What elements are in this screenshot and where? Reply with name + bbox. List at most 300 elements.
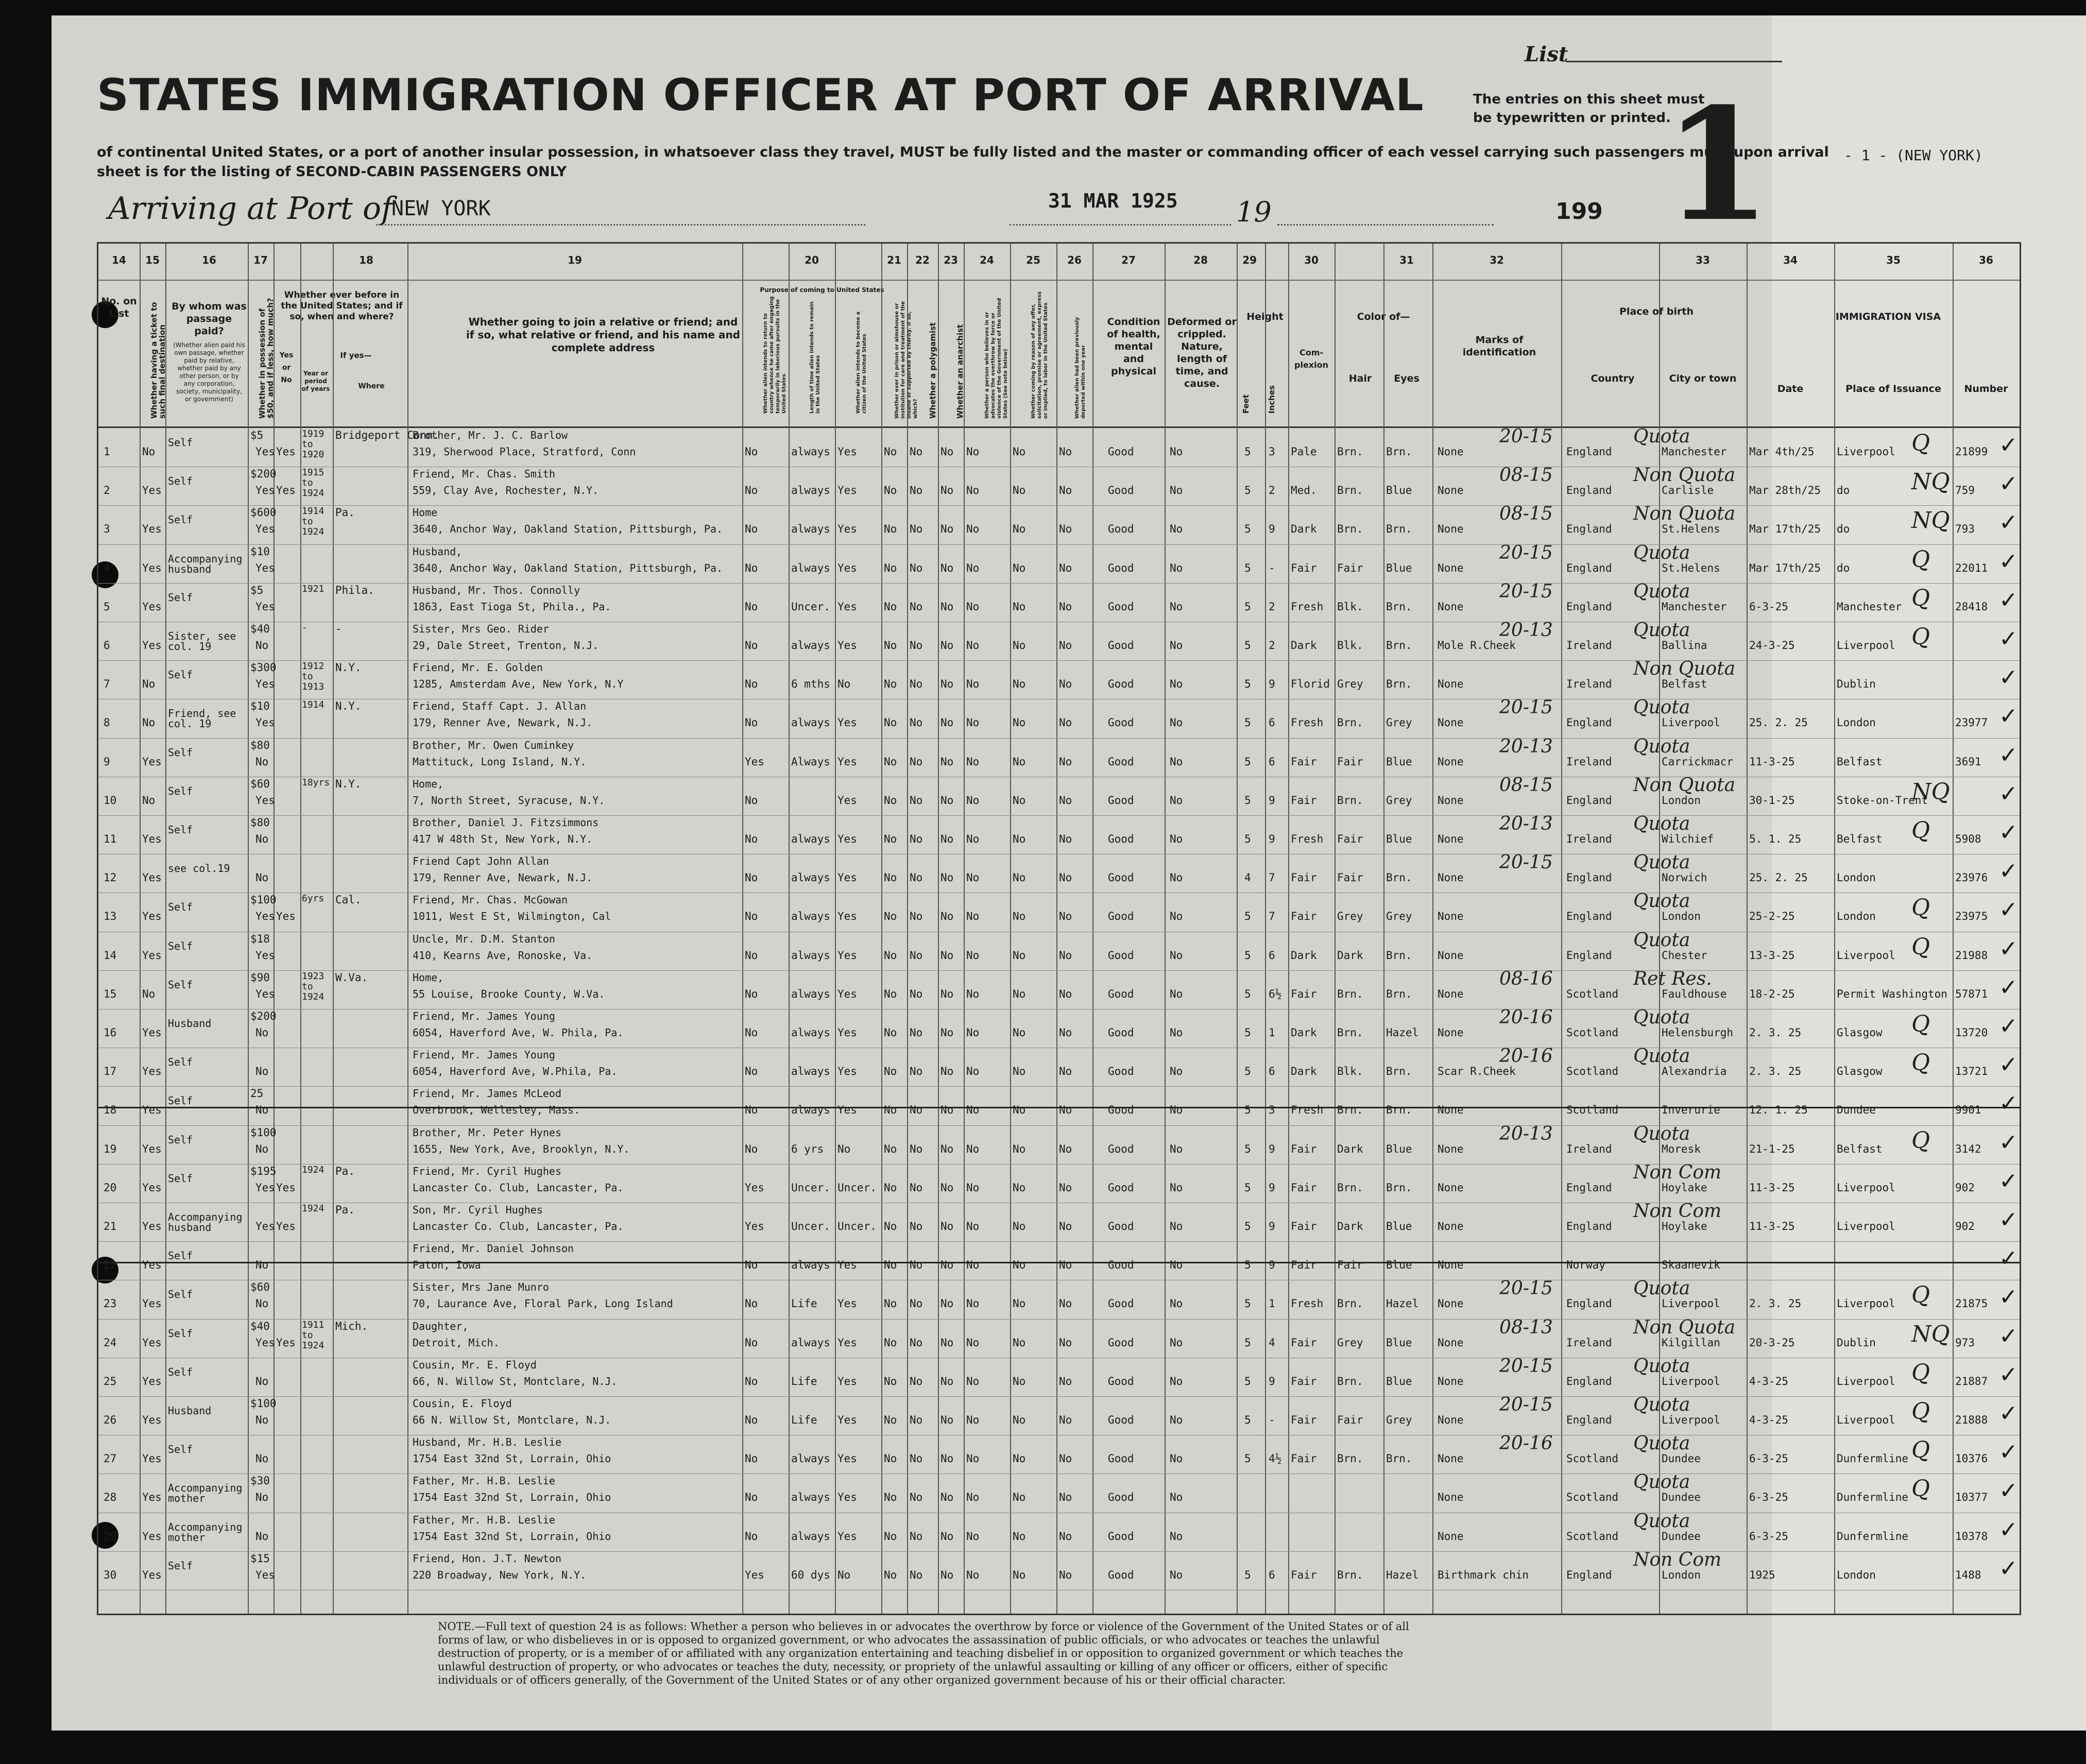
arriving-label: Arriving at Port of <box>108 191 393 227</box>
cell-money: $18 <box>250 932 270 945</box>
cell-join1: Friend, Mr. Cyril Hughes <box>413 1164 561 1177</box>
cell-paid: Self <box>168 1249 193 1262</box>
handwritten-visa: Q <box>1911 1050 1930 1076</box>
cell-yes2: Yes <box>276 1181 296 1194</box>
cell-ticket: Yes <box>142 755 162 768</box>
cell-comp: Dark <box>1291 1065 1317 1078</box>
cell-pol: No <box>910 1414 923 1426</box>
handwritten-birth: Quota <box>1633 890 1690 912</box>
cell-comp: Dark <box>1291 523 1317 536</box>
form-number: 199 <box>1555 198 1603 225</box>
cell-an: No <box>941 484 954 497</box>
column-number: 24 <box>980 254 994 266</box>
cell-dep: No <box>1059 716 1072 729</box>
column-number: 22 <box>915 254 930 266</box>
cell-cit: No <box>837 1568 851 1581</box>
cell-pr: No <box>884 1026 897 1039</box>
cell-cond: Good <box>1108 987 1134 1000</box>
cell-eyes: Brn. <box>1386 446 1412 458</box>
cell-marks: Scar R.Cheek <box>1438 1065 1516 1078</box>
cell-ft: 5 <box>1244 1414 1251 1426</box>
cell-marks: None <box>1438 716 1464 729</box>
cell-ret: No <box>745 523 758 536</box>
cell-vnum: 23977 <box>1955 716 1988 729</box>
cell-hair: Brn. <box>1337 794 1363 807</box>
cell-country: England <box>1566 600 1612 613</box>
cell-comp: Fair <box>1291 1336 1317 1349</box>
cell-cit: Yes <box>837 1414 857 1426</box>
table-row <box>98 428 2020 467</box>
cell-vdate: 18-2-25 <box>1749 987 1795 1000</box>
cell-pr: No <box>884 523 897 536</box>
cell-where: N.Y. <box>335 661 362 674</box>
cell-pol: No <box>910 446 923 458</box>
cell-cit: Uncer. <box>837 1220 877 1232</box>
cell-yes2: Yes <box>276 1220 296 1232</box>
cell-before: No <box>255 1142 269 1155</box>
cell-ret: Yes <box>745 755 764 768</box>
check-mark-icon: ✓ <box>1999 1129 2018 1156</box>
cell-comp: Fair <box>1291 1259 1317 1272</box>
cell-ov: No <box>966 949 980 962</box>
cell-an: No <box>941 1375 954 1388</box>
cell-no: 2 <box>104 484 110 497</box>
check-mark-icon: ✓ <box>1999 1245 2018 1272</box>
cell-marks: None <box>1438 1530 1464 1543</box>
cell-where: Cal. <box>335 894 362 906</box>
cell-marks: None <box>1438 1452 1464 1465</box>
cell-cond: Good <box>1108 1026 1134 1039</box>
column-number: 31 <box>1399 254 1414 266</box>
cell-join1: Home, <box>413 971 444 984</box>
cell-ov: No <box>966 523 980 536</box>
cell-def: No <box>1170 1065 1183 1078</box>
cell-no: 21 <box>104 1220 117 1232</box>
cell-comp: Med. <box>1291 484 1317 497</box>
check-mark-icon: ✓ <box>1999 1013 2018 1039</box>
check-mark-icon: ✓ <box>1999 1400 2018 1427</box>
cell-eyes: Hazel <box>1386 1568 1419 1581</box>
cell-ov: No <box>966 1142 980 1155</box>
cell-ft: 5 <box>1244 561 1251 574</box>
cell-marks: None <box>1438 987 1464 1000</box>
cell-where: N.Y. <box>335 700 362 713</box>
table-row <box>98 580 2020 622</box>
cell-money: $15 <box>250 1552 270 1565</box>
check-mark-icon: ✓ <box>1999 432 2018 458</box>
cell-cond: Good <box>1108 833 1134 845</box>
cell-ticket: Yes <box>142 561 162 574</box>
cell-pol: No <box>910 1142 923 1155</box>
cell-of: No <box>1013 1336 1026 1349</box>
cell-of: No <box>1013 1259 1026 1272</box>
cell-money: $5 <box>250 584 264 596</box>
cell-vplace: Permit Washington <box>1837 987 1947 1000</box>
handwritten-birth: Non Quota <box>1633 774 1736 796</box>
cell-ticket: No <box>142 678 156 691</box>
table-row <box>98 1086 2020 1125</box>
cell-hair: Blk. <box>1337 639 1363 652</box>
cell-in: 9 <box>1269 1375 1275 1388</box>
cell-len: always <box>791 987 830 1000</box>
cell-an: No <box>941 1104 954 1117</box>
cell-marks: None <box>1438 1297 1464 1310</box>
handwritten-marks: 20-13 <box>1499 735 1553 757</box>
cell-in: 4 <box>1269 1336 1275 1349</box>
cell-vdate: 25. 2. 25 <box>1749 716 1808 729</box>
cell-pol: No <box>910 484 923 497</box>
cell-ret: No <box>745 1375 758 1388</box>
handwritten-birth: Quota <box>1633 580 1690 602</box>
cell-city: Alexandria <box>1662 1065 1727 1078</box>
cell-dep: No <box>1059 949 1072 962</box>
cell-no: 4 <box>104 561 110 574</box>
cell-ticket: Yes <box>142 949 162 962</box>
cell-comp: Fair <box>1291 871 1317 884</box>
cell-join2: 29, Dale Street, Trenton, N.J. <box>413 639 599 652</box>
cell-ft: 5 <box>1244 1104 1251 1117</box>
cell-join2: 417 W 48th St, New York, N.Y. <box>413 833 593 845</box>
instruction-line-1: of continental United States, or a port of another insular possession, in whatsoever class they travel, MUST be fully listed and the master or commanding officer of each vessel carrying such passengers must upon arrival <box>97 144 1829 160</box>
cell-country: England <box>1566 1297 1612 1310</box>
cell-cond: Good <box>1108 910 1134 923</box>
cell-years: 1915 to 1924 <box>302 467 324 499</box>
cell-ft: 5 <box>1244 678 1251 691</box>
cell-comp: Fair <box>1291 755 1317 768</box>
cell-country: Scotland <box>1566 1065 1619 1078</box>
header-where: Where <box>358 382 385 390</box>
cell-vplace: Liverpool <box>1837 1181 1895 1194</box>
cell-vdate: 11-3-25 <box>1749 1220 1795 1232</box>
column-number: 26 <box>1067 254 1082 266</box>
cell-an: No <box>941 716 954 729</box>
cell-comp: Dark <box>1291 949 1317 962</box>
cell-cit: Yes <box>837 871 857 884</box>
cell-where: Pa. <box>335 1164 355 1177</box>
header-place-of-birth: Place of birth <box>1619 306 1694 317</box>
handwritten-marks: 20-13 <box>1499 1123 1553 1144</box>
cell-money: $300 <box>250 661 277 674</box>
cell-pr: No <box>884 1568 897 1581</box>
handwritten-marks: 20-16 <box>1499 1433 1553 1454</box>
header-complexion: Com- plexion <box>1294 348 1328 370</box>
cell-cit: Yes <box>837 1336 857 1349</box>
cell-join2: 6054, Haverford Ave, W. Phila, Pa. <box>413 1026 624 1039</box>
cell-ft: 4 <box>1244 871 1251 884</box>
cell-hair: Grey <box>1337 910 1363 923</box>
cell-ov: No <box>966 484 980 497</box>
cell-an: No <box>941 1259 954 1272</box>
cell-dep: No <box>1059 1452 1072 1465</box>
cell-before: No <box>255 1259 269 1272</box>
cell-join2: 66, N. Willow St, Montclare, N.J. <box>413 1375 618 1388</box>
cell-country: Scotland <box>1566 1104 1619 1117</box>
cell-in: 9 <box>1269 833 1275 845</box>
cell-no: 20 <box>104 1181 117 1194</box>
cell-eyes: Brn. <box>1386 871 1412 884</box>
date-stamp: 31 MAR 1925 <box>1048 190 1178 212</box>
table-row <box>98 1435 2020 1474</box>
cell-ticket: Yes <box>142 1181 162 1194</box>
cell-len: always <box>791 1452 830 1465</box>
cell-vnum: 1488 <box>1955 1568 1981 1581</box>
cell-vnum: 10377 <box>1955 1491 1988 1504</box>
cell-country: England <box>1566 949 1612 962</box>
cell-no: 18 <box>104 1104 117 1117</box>
cell-vnum: 902 <box>1955 1220 1975 1232</box>
cell-pol: No <box>910 1568 923 1581</box>
cell-cit: Yes <box>837 600 857 613</box>
cell-an: No <box>941 639 954 652</box>
handwritten-visa: Q <box>1911 546 1930 573</box>
cell-pol: No <box>910 910 923 923</box>
cell-pol: No <box>910 1026 923 1039</box>
cell-ov: No <box>966 678 980 691</box>
header-feet: Feet <box>1241 394 1251 414</box>
cell-hair: Blk. <box>1337 600 1363 613</box>
cell-hair: Dark <box>1337 949 1363 962</box>
cell-cond: Good <box>1108 1336 1134 1349</box>
cell-vplace: London <box>1837 871 1876 884</box>
cell-an: No <box>941 1181 954 1194</box>
cell-join2: 179, Renner Ave, Newark, N.J. <box>413 871 593 884</box>
cell-pol: No <box>910 1375 923 1388</box>
cell-before: Yes <box>255 446 275 458</box>
cell-cit: Yes <box>837 446 857 458</box>
cell-ret: No <box>745 1297 758 1310</box>
cell-hair: Brn. <box>1337 1104 1363 1117</box>
cell-eyes: Blue <box>1386 1142 1412 1155</box>
cell-comp: Fresh <box>1291 1104 1324 1117</box>
cell-before: No <box>255 1065 269 1078</box>
cell-ret: No <box>745 639 758 652</box>
cell-comp: Fair <box>1291 1181 1317 1194</box>
cell-join1: Husband, <box>413 545 463 558</box>
header-rule <box>98 280 2020 281</box>
cell-pr: No <box>884 1452 897 1465</box>
cell-years: 1912 to 1913 <box>302 661 324 693</box>
cell-before: No <box>255 833 269 845</box>
cell-join2: Paton, Iowa <box>413 1259 481 1272</box>
cell-ret: No <box>745 561 758 574</box>
cell-vdate: 1925 <box>1749 1568 1775 1581</box>
check-mark-icon: ✓ <box>1999 780 2018 807</box>
handwritten-marks: 08-15 <box>1499 465 1553 486</box>
cell-pr: No <box>884 1181 897 1194</box>
cell-city: Dundee <box>1662 1530 1701 1543</box>
cell-ft: 5 <box>1244 910 1251 923</box>
cell-cond: Good <box>1108 871 1134 884</box>
cell-cit: Yes <box>837 1297 857 1310</box>
cell-pol: No <box>910 1452 923 1465</box>
cell-vplace: Dunfermline <box>1837 1452 1909 1465</box>
check-mark-icon: ✓ <box>1999 1361 2018 1388</box>
cell-len: always <box>791 1336 830 1349</box>
cell-eyes: Brn. <box>1386 639 1412 652</box>
table-row <box>98 1048 2020 1086</box>
cell-where: N.Y. <box>335 777 362 790</box>
cell-join2: 410, Kearns Ave, Ronoske, Va. <box>413 949 593 962</box>
port-name: NEW YORK <box>391 197 491 220</box>
cell-country: England <box>1566 561 1612 574</box>
cell-join1: Sister, Mrs Geo. Rider <box>413 623 549 635</box>
cell-marks: None <box>1438 1259 1464 1272</box>
cell-country: Ireland <box>1566 755 1612 768</box>
cell-eyes: Blue <box>1386 1336 1412 1349</box>
cell-len: 6 mths <box>791 678 830 691</box>
typewritten-note-line-1: The entries on this sheet must <box>1473 92 1705 107</box>
cell-marks: None <box>1438 949 1464 962</box>
cell-vplace: Manchester <box>1837 600 1902 613</box>
handwritten-birth: Quota <box>1633 1007 1690 1028</box>
list-line <box>1566 61 1782 62</box>
cell-ticket: No <box>142 716 156 729</box>
cell-ret: No <box>745 987 758 1000</box>
table-row <box>98 1316 2020 1358</box>
cell-ticket: Yes <box>142 639 162 652</box>
cell-vplace: do <box>1837 561 1850 574</box>
form-title: STATES IMMIGRATION OFFICER AT PORT OF ARRIVAL <box>97 70 1424 121</box>
cell-paid: Accompanying mother <box>168 1520 243 1544</box>
check-mark-icon: ✓ <box>1999 1207 2018 1233</box>
cell-pr: No <box>884 561 897 574</box>
cell-of: No <box>1013 523 1026 536</box>
cell-len: always <box>791 561 830 574</box>
cell-join1: Friend, Mr. Chas. Smith <box>413 468 555 481</box>
cell-in: - <box>1269 561 1275 574</box>
cell-an: No <box>941 600 954 613</box>
cell-comp: Fresh <box>1291 716 1324 729</box>
cell-ft: 5 <box>1244 987 1251 1000</box>
cell-vdate: 13-3-25 <box>1749 949 1795 962</box>
handwritten-marks: 20-16 <box>1499 1007 1553 1028</box>
cell-ft: 5 <box>1244 716 1251 729</box>
cell-dep: No <box>1059 600 1072 613</box>
cell-ticket: Yes <box>142 1452 162 1465</box>
cell-ft: 5 <box>1244 1142 1251 1155</box>
cell-marks: None <box>1438 484 1464 497</box>
handwritten-marks: 08-16 <box>1499 968 1553 989</box>
cell-of: No <box>1013 755 1026 768</box>
cell-ov: No <box>966 1375 980 1388</box>
cell-ft: 5 <box>1244 523 1251 536</box>
cell-before: Yes <box>255 600 275 613</box>
cell-cit: Yes <box>837 1375 857 1388</box>
cell-city: London <box>1662 794 1701 807</box>
cell-in: 1 <box>1269 1297 1275 1310</box>
cell-def: No <box>1170 871 1183 884</box>
cell-ov: No <box>966 1568 980 1581</box>
cell-join2: 1285, Amsterdam Ave, New York, N.Y <box>413 678 624 691</box>
header-passage-note: (Whether alien paid his own passage, whether paid by relative, whether paid by any other person, or by any corporation, society, municipality, or government) <box>173 341 245 403</box>
cell-def: No <box>1170 1259 1183 1272</box>
cell-city: Inverurie <box>1662 1104 1720 1117</box>
cell-of: No <box>1013 987 1026 1000</box>
column-number: 35 <box>1886 254 1901 266</box>
cell-dep: No <box>1059 987 1072 1000</box>
table-row <box>98 1009 2020 1048</box>
cell-def: No <box>1170 1297 1183 1310</box>
cell-pr: No <box>884 833 897 845</box>
cell-join2: 70, Laurance Ave, Floral Park, Long Island <box>413 1297 673 1310</box>
cell-in: 9 <box>1269 1142 1275 1155</box>
cell-vplace: Liverpool <box>1837 1297 1895 1310</box>
cell-ret: No <box>745 1142 758 1155</box>
cell-comp: Florid <box>1291 678 1330 691</box>
cell-yes2: Yes <box>276 910 296 923</box>
cell-marks: None <box>1438 833 1464 845</box>
handwritten-birth: Quota <box>1633 735 1690 757</box>
cell-vdate: Mar 17th/25 <box>1749 561 1821 574</box>
cell-dep: No <box>1059 1568 1072 1581</box>
cell-ticket: Yes <box>142 1142 162 1155</box>
cell-len: always <box>791 716 830 729</box>
cell-cit: Yes <box>837 523 857 536</box>
cell-pol: No <box>910 949 923 962</box>
cell-join1: Friend, Mr. E. Golden <box>413 661 543 674</box>
cell-dep: No <box>1059 1065 1072 1078</box>
cell-vnum: 973 <box>1955 1336 1975 1349</box>
cell-ov: No <box>966 716 980 729</box>
cell-join1: Friend Capt John Allan <box>413 855 549 868</box>
cell-money: $60 <box>250 777 270 790</box>
table-row <box>98 1280 2020 1318</box>
handwritten-birth: Non Quota <box>1633 1316 1736 1338</box>
handwritten-marks: 20-15 <box>1499 852 1553 874</box>
cell-vnum: 902 <box>1955 1181 1975 1194</box>
cell-before: Yes <box>255 678 275 691</box>
handwritten-birth: Quota <box>1633 697 1690 718</box>
cell-ret: Yes <box>745 1181 764 1194</box>
cell-vnum: 21875 <box>1955 1297 1988 1310</box>
check-mark-icon: ✓ <box>1999 548 2018 575</box>
cell-ticket: Yes <box>142 910 162 923</box>
handwritten-birth: Quota <box>1633 1510 1690 1532</box>
cell-money: $100 <box>250 894 277 906</box>
handwritten-birth: Quota <box>1633 852 1690 874</box>
cell-years: 18yrs <box>302 777 330 788</box>
header-year-period: Year or period of years <box>301 370 330 392</box>
cell-comp: Dark <box>1291 639 1317 652</box>
cell-cond: Good <box>1108 1568 1134 1581</box>
cell-cond: Good <box>1108 716 1134 729</box>
cell-yes2: Yes <box>276 446 296 458</box>
cell-ov: No <box>966 1065 980 1078</box>
header-inches: Inches <box>1267 385 1276 414</box>
cell-money: $195 <box>250 1164 277 1177</box>
column-number: 16 <box>202 254 216 266</box>
header-prison: Whether ever in prison or almshouse or institution for care and treatment of the insane or supported by charity. If so, which? <box>894 301 918 419</box>
cell-cond: Good <box>1108 1491 1134 1504</box>
cell-len: always <box>791 446 830 458</box>
header-deformed: Deformed or crippled. Nature, length of time, and cause. <box>1167 316 1237 389</box>
cell-def: No <box>1170 561 1183 574</box>
cell-an: No <box>941 1530 954 1543</box>
table-row <box>98 660 2020 699</box>
handwritten-visa: Q <box>1911 933 1930 960</box>
cell-join1: Cousin, E. Floyd <box>413 1397 512 1410</box>
cell-pol: No <box>910 523 923 536</box>
cell-dep: No <box>1059 1491 1072 1504</box>
header-possession: Whether in possession of $50, and if less, how much? <box>258 298 275 419</box>
cell-vnum: 3691 <box>1955 755 1981 768</box>
handwritten-birth: Ret Res. <box>1633 968 1712 989</box>
cell-vdate: 12. 1. 25 <box>1749 1104 1808 1117</box>
cell-pol: No <box>910 639 923 652</box>
cell-before: Yes <box>255 523 275 536</box>
cell-an: No <box>941 755 954 768</box>
cell-of: No <box>1013 1181 1026 1194</box>
